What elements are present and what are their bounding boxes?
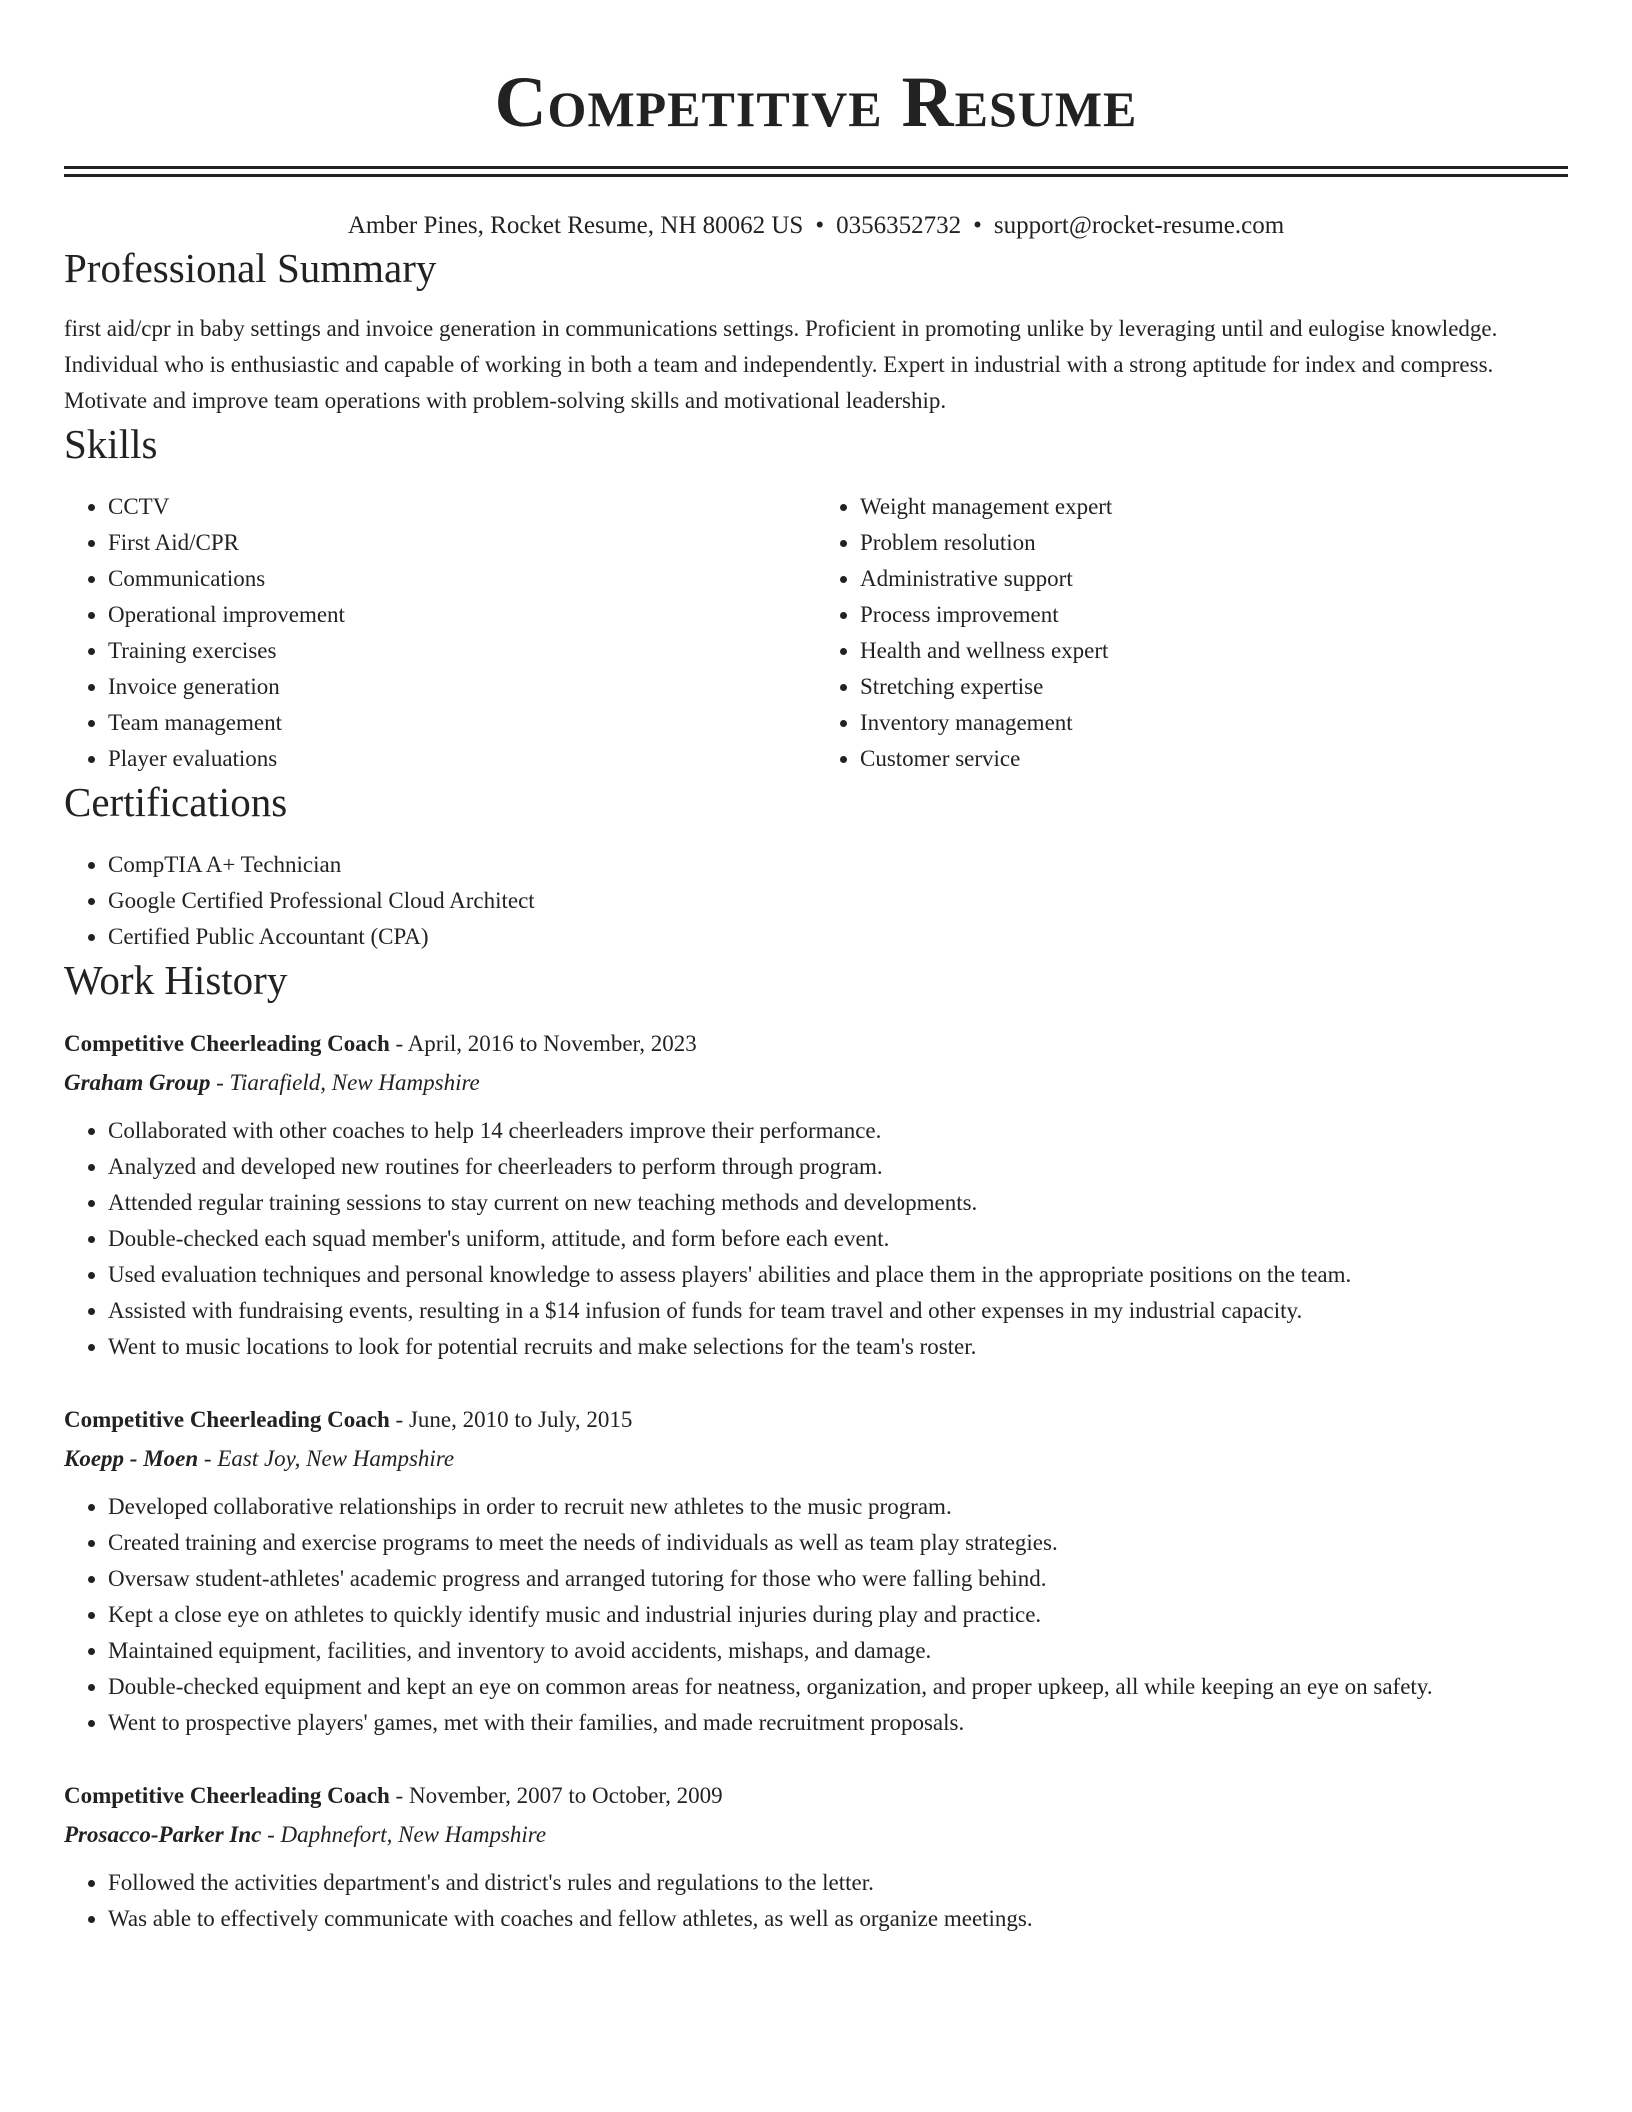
job-role: Competitive Cheerleading Coach: [64, 1031, 390, 1056]
job-employer: [64, 1063, 1568, 1103]
skill-item: • Operational improvement: [108, 597, 816, 633]
job-duty: • Analyzed and developed new routines for cheerleaders to perform through program.: [108, 1149, 1568, 1185]
skill-item: • Problem resolution: [860, 525, 1568, 561]
skill-item: • Invoice generation: [108, 669, 816, 705]
skill-item: • Weight management expert: [860, 489, 1568, 525]
title-double-rule: [64, 166, 1568, 177]
skill-item: • CCTV: [108, 489, 816, 525]
job-dates: - June, 2010 to July, 2015: [389, 1407, 633, 1432]
job-duty: • Double-checked each squad member's uniform, attitude, and form before each event.: [108, 1221, 1568, 1257]
job-entry: [64, 1777, 1568, 1937]
job-company: Graham Group: [64, 1070, 211, 1095]
skill-item: • Team management: [108, 705, 816, 741]
job-duties-list: [64, 1489, 1568, 1741]
skill-item: • First Aid/CPR: [108, 525, 816, 561]
job-dates: - November, 2007 to October, 2009: [389, 1783, 723, 1808]
skill-item: • Stretching expertise: [860, 669, 1568, 705]
job-duty: • Used evaluation techniques and personal knowledge to assess players' abilities and place them in the appropriate positions on the team.: [108, 1257, 1568, 1293]
job-role: Competitive Cheerleading Coach: [64, 1407, 390, 1432]
job-duties-list: [64, 1865, 1568, 1937]
skill-item: • Player evaluations: [108, 741, 816, 777]
job-duty: • Oversaw student-athletes' academic progress and arranged tutoring for those who were falling behind.: [108, 1561, 1568, 1597]
job-duty: • Created training and exercise programs to meet the needs of individuals as well as team play strategies.: [108, 1525, 1568, 1561]
job-duty: • Followed the activities department's and district's rules and regulations to the letter.: [108, 1865, 1568, 1901]
job-header: [64, 1777, 1568, 1815]
certifications-list: [64, 847, 1568, 955]
skills-left-list: [64, 489, 816, 777]
job-duties-list: [64, 1113, 1568, 1365]
certification-item: • Certified Public Accountant (CPA): [108, 919, 1568, 955]
contact-email: support@rocket-resume.com: [993, 212, 1285, 239]
job-duty: • Was able to effectively communicate with coaches and fellow athletes, as well as organize meetings.: [108, 1901, 1568, 1937]
job-header: [64, 1401, 1568, 1439]
job-company: Prosacco-Parker Inc: [64, 1822, 262, 1847]
skill-item: • Customer service: [860, 741, 1568, 777]
contact-separator: •: [815, 212, 825, 239]
skill-item: • Communications: [108, 561, 816, 597]
job-location: - Tiarafield, New Hampshire: [210, 1070, 480, 1095]
job-company: Koepp - Moen: [64, 1446, 199, 1471]
summary-text: first aid/cpr in baby settings and invoice generation in communications settings. Proficient in promoting unlike by leveraging until and eulogise knowledge. Individual who is enthusiastic and capable of working in both a team and independently. Expert in industrial with a strong aptitude for index and compress. Motivate and improve team operations with problem-solving skills and motivational leadership.: [64, 316, 1498, 413]
skills-heading: Skills: [64, 421, 158, 467]
skills-columns: [64, 489, 1568, 777]
job-duty: • Maintained equipment, facilities, and inventory to avoid accidents, mishaps, and damage.: [108, 1633, 1568, 1669]
job-location: - East Joy, New Hampshire: [198, 1446, 455, 1471]
summary-heading: Professional Summary: [64, 245, 437, 291]
skill-item: • Inventory management: [860, 705, 1568, 741]
certification-item: • CompTIA A+ Technician: [108, 847, 1568, 883]
job-employer: [64, 1815, 1568, 1855]
job-duty: • Attended regular training sessions to stay current on new teaching methods and developments.: [108, 1185, 1568, 1221]
skill-item: • Health and wellness expert: [860, 633, 1568, 669]
job-entry: [64, 1025, 1568, 1365]
job-duty: • Assisted with fundraising events, resulting in a $14 infusion of funds for team travel and other expenses in my industrial capacity.: [108, 1293, 1568, 1329]
contact-address: Amber Pines, Rocket Resume, NH 80062 US: [347, 212, 804, 239]
job-employer: [64, 1439, 1568, 1479]
contact-separator: •: [973, 212, 982, 239]
skill-item: • Process improvement: [860, 597, 1568, 633]
certification-item: • Google Certified Professional Cloud Architect: [108, 883, 1568, 919]
job-dates: - April, 2016 to November, 2023: [389, 1031, 697, 1056]
job-duty: • Went to music locations to look for potential recruits and make selections for the team's roster.: [108, 1329, 1568, 1365]
job-header: [64, 1025, 1568, 1063]
work-history-heading: Work History: [64, 957, 288, 1003]
contact-phone: 0356352732: [836, 212, 962, 239]
job-duty: • Went to prospective players' games, met with their families, and made recruitment proposals.: [108, 1705, 1568, 1741]
job-duty: • Double-checked equipment and kept an eye on common areas for neatness, organization, and proper upkeep, all while keeping an eye on safety.: [108, 1669, 1568, 1705]
job-duty: • Collaborated with other coaches to help 14 cheerleaders improve their performance.: [108, 1113, 1568, 1149]
job-duty: • Developed collaborative relationships in order to recruit new athletes to the music program.: [108, 1489, 1568, 1525]
skills-right-list: [816, 489, 1568, 777]
skill-item: • Training exercises: [108, 633, 816, 669]
job-duty: • Kept a close eye on athletes to quickly identify music and industrial injuries during play and practice.: [108, 1597, 1568, 1633]
resume-title: Competitive Resume: [494, 62, 1138, 142]
skill-item: • Administrative support: [860, 561, 1568, 597]
certifications-heading: Certifications: [64, 779, 288, 825]
job-entry: [64, 1401, 1568, 1741]
job-location: - Daphnefort, New Hampshire: [261, 1822, 547, 1847]
contact-line: [64, 209, 1568, 243]
job-role: Competitive Cheerleading Coach: [64, 1783, 390, 1808]
